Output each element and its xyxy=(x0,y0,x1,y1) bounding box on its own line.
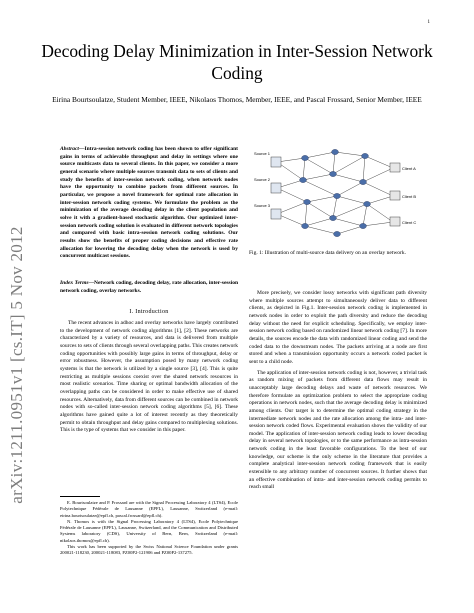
page-number: 1 xyxy=(427,20,430,25)
abstract-label: Abstract xyxy=(60,146,79,152)
section-heading: I. Introduction xyxy=(129,309,169,315)
footnotes xyxy=(60,500,238,557)
author-list: Eirina Bourtsoulatze, Student Member, IEEE, Nikolaos Thomos, Member, IEEE, and Pascal Frossard, Senior Member, IEEE xyxy=(52,95,422,104)
client-b-label: Client B xyxy=(402,194,417,199)
index-terms-label: Index Terms xyxy=(60,280,89,286)
footnote-item: This work has been supported by the Swiss National Science Foundation under grants 200021-118230, 200021-118083, PZ00P2-121906 and PZ00P2-137275. xyxy=(60,544,238,556)
source-1-label: Source 1 xyxy=(254,151,271,156)
body-paragraph: More precisely, we consider lossy networks with significant path diversity where multiple sources attempt to simultaneously deliver data to different clients, as depicted in Fig.1. Inter-session network coding is implemented in network nodes in order to exploit the path diversity and reduce the decoding delay without the need for explicit scheduling. Specifically, we employ inter-session network coding based on randomized linear network coding [7]. In more details, the sources encode the data with randomized linear coding and send the coded data to the downstream nodes. The packets arriving at a node are first stored and when a transmission opportunity occurs a network coded packet is sent to a child node. xyxy=(249,290,427,365)
client-c-label: Client C xyxy=(402,220,417,225)
body-paragraph: The application of inter-session network coding is not, however, a trivial task as random mixing of packets from different data flows may result in unacceptably large decoding delays and waste of network resources. We therefore formulate an optimization problem to select the appropriate coding operations in network nodes, such that the average decoding delay is minimized among clients. Our target is to determine the optimal coding strategy in the intermediate network nodes and the rate allocation among the intra- and inter-session network coded flows. Experimental evaluation shows the validity of our model. The application of inter-session network coding leads to lower decoding delay in several network topologies, or to the same performance as intra-session network coding in the least favorable configurations. To the best of our knowledge, our scheme is the only scheme in the literature that provides a complete analytical inter-session network coding framework that is easily extensible to any arbitrary number of concurrent sources. It further shows that an effective combination of intra- and inter-session network coding permits to reach small xyxy=(249,369,427,491)
arxiv-stamp-text: arXiv:1211.0951v1 [cs.IT] 5 Nov 2012 xyxy=(7,226,26,504)
source-nodes xyxy=(271,157,281,219)
abstract xyxy=(60,146,238,261)
abstract-text: —Intra-session network coding has been shown to offer significant gains in terms of achievable throughput and delay in settings where one source multicasts data to several clients. In this paper, we consider a more general scenario where multiple sources transmit data to sets of clients and study the benefits of inter-session network coding, when network nodes have the opportunity to combine packets from different sources. In particular, we propose a novel framework for optimal rate allocation in inter-session network coding systems. We formulate the problem as the minimization of the average decoding delay in the client population and solve it with a gradient-based stochastic algorithm. Our optimized inter-session network coding solution is evaluated in different network topologies and compared with basic intra-session network coding solutions. Our results show the benefits of proper coding decisions and effective rate allocation for lowering the decoding delay when the network is used by concurrent multicast sessions. xyxy=(60,146,238,260)
network-figure xyxy=(253,140,423,243)
footnote-item: E. Bourtsoulatze and P. Frossard are with the Signal Processing Laboratory 4 (LTS4), Ecole Polytechnique Fédérale de Lausanne (EPFL), Lausanne, Switzerland (e-mail: eirina.bourtsoulatze@epfl.ch, pascal.frossard@epfl.ch). xyxy=(60,500,238,518)
footnote-rule xyxy=(60,496,100,497)
arxiv-stamp xyxy=(0,150,34,580)
right-column-body xyxy=(249,290,427,492)
network-diagram xyxy=(253,140,423,243)
figure-caption: Fig. 1: Illustration of multi-source data delivery on an overlay network. xyxy=(249,250,407,256)
source-3-label: Source 3 xyxy=(254,203,271,208)
intro-paragraph: The recent advances in adhoc and overlay networks have largely contributed to the development of network coding algorithms [1], [2]. These networks are characterized by a variety of resources, and data is delivered from multiple sources to sets of clients through several overlapping paths. This creates network coding opportunities with possibly large gains in terms of throughput, delay or error robustness. However, the assumption posed by many network coding systems is that the network is utilized by a single source [3], [4]. This is quite restricting as multiple sessions coexist over the shared network resources in most realistic scenarios. Time sharing or optimal bandwidth allocation of the overlapping paths can be considered in order to make effective use of shared resources. Alternatively, data from different sources can be combined in network nodes with so-called inter-session network coding algorithms [5], [6]. These algorithms have gained quite a lot of interest recently as they theoretically permit to obtain throughput and delay gains compared to multiplexing solutions. This is the type of systems that we consider in this paper. xyxy=(60,320,238,434)
client-nodes xyxy=(390,163,400,226)
paper-title: Decoding Delay Minimization in Inter-Session Network Coding xyxy=(41,41,433,83)
network-nodes xyxy=(300,149,371,236)
footnote-item: N. Thomos is with the Signal Processing Laboratory 4 (LTS4), Ecole Polytechnique Fédérale de Lausanne (EPFL), Lausanne, Switzerland, and the Communication and Distributed Systems laboratory (CDS), University of Bern, Bern, Switzerland (e-mail: nikolaos.thomos@epfl.ch). xyxy=(60,518,238,543)
index-terms-text: —Network coding, decoding delay, rate allocation, inter-session network coding, overlay networks. xyxy=(60,280,238,294)
client-a-label: Client A xyxy=(402,166,416,171)
source-2-label: Source 2 xyxy=(254,177,271,182)
network-links xyxy=(277,152,393,234)
index-terms xyxy=(60,280,238,295)
